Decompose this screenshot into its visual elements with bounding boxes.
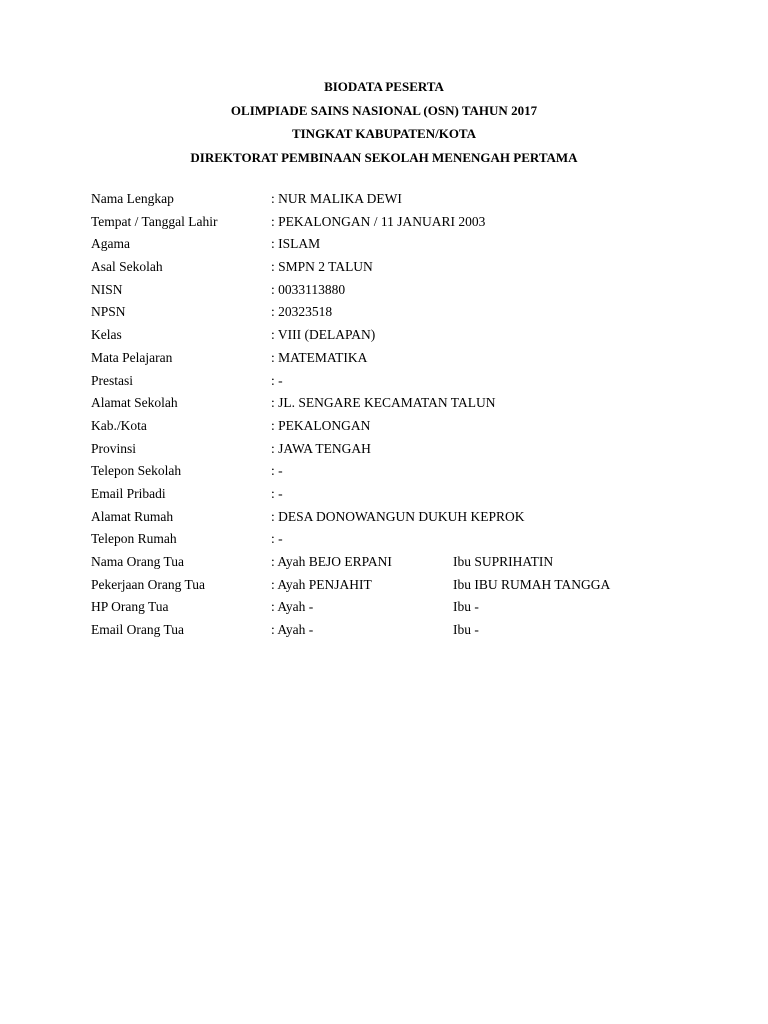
document-header — [0, 78, 768, 172]
field-row-mata-pelajaran — [0, 349, 768, 372]
field-label: Prestasi — [91, 372, 133, 388]
field-value-ayah: : Ayah - — [271, 622, 314, 638]
field-row-kab-kota — [0, 417, 768, 440]
biodata-fields — [0, 190, 768, 644]
field-label: HP Orang Tua — [91, 599, 169, 615]
field-value: : - — [271, 463, 283, 479]
field-value: : - — [271, 485, 283, 501]
field-label: Asal Sekolah — [91, 259, 163, 275]
field-value: : JL. SENGARE KECAMATAN TALUN — [271, 395, 496, 411]
field-row-kelas — [0, 326, 768, 349]
field-value: : ISLAM — [271, 236, 321, 252]
field-row-telepon-sekolah — [0, 462, 768, 485]
field-label: Email Orang Tua — [91, 622, 184, 638]
field-value: : DESA DONOWANGUN DUKUH KEPROK — [271, 508, 525, 524]
field-value-ibu: Ibu - — [453, 599, 479, 615]
field-label: Tempat / Tanggal Lahir — [91, 213, 218, 229]
field-label: Kab./Kota — [91, 417, 147, 433]
field-label: Telepon Sekolah — [91, 463, 182, 479]
field-value: : - — [271, 531, 283, 547]
field-label: Email Pribadi — [91, 485, 166, 501]
field-label: NISN — [91, 281, 123, 297]
field-label: Pekerjaan Orang Tua — [91, 576, 205, 592]
field-row-email-pribadi — [0, 485, 768, 508]
field-value: : 20323518 — [271, 304, 333, 320]
field-row-asal-sekolah — [0, 258, 768, 281]
field-row-provinsi — [0, 440, 768, 463]
field-row-email-orang-tua — [0, 621, 768, 644]
field-value-ayah: : Ayah - — [271, 599, 314, 615]
field-row-alamat-sekolah — [0, 394, 768, 417]
field-row-nama-lengkap — [0, 190, 768, 213]
field-value: : PEKALONGAN — [271, 417, 371, 433]
field-row-agama — [0, 235, 768, 258]
field-value-ayah: : Ayah BEJO ERPANI — [271, 554, 392, 569]
field-value-ibu: Ibu IBU RUMAH TANGGA — [453, 576, 611, 592]
header-level: TINGKAT KABUPATEN/KOTA — [291, 126, 477, 141]
field-label: Kelas — [91, 327, 122, 343]
field-row-nisn — [0, 281, 768, 304]
field-row-telepon-rumah — [0, 530, 768, 553]
field-value: : SMPN 2 TALUN — [271, 259, 373, 275]
field-row-prestasi — [0, 372, 768, 395]
field-label: Mata Pelajaran — [91, 349, 173, 365]
field-label: Nama Lengkap — [91, 191, 174, 206]
field-value-ibu: Ibu - — [453, 622, 479, 638]
field-row-npsn — [0, 303, 768, 326]
field-row-hp-orang-tua — [0, 598, 768, 621]
field-label: Alamat Rumah — [91, 508, 174, 524]
field-row-tempat-tanggal-lahir — [0, 213, 768, 236]
field-row-nama-orang-tua — [0, 553, 768, 576]
field-value-ayah: : Ayah PENJAHIT — [271, 576, 372, 592]
field-value: : JAWA TENGAH — [271, 440, 371, 456]
field-label: Telepon Rumah — [91, 531, 177, 547]
header-title: BIODATA PESERTA — [324, 79, 444, 94]
field-value: : PEKALONGAN / 11 JANUARI 2003 — [271, 213, 486, 229]
header-event: OLIMPIADE SAINS NASIONAL (OSN) TAHUN 2017 — [230, 102, 538, 118]
field-label: Nama Orang Tua — [91, 554, 184, 569]
field-row-alamat-rumah — [0, 508, 768, 531]
field-value: : VIII (DELAPAN) — [271, 327, 376, 343]
field-value: : MATEMATIKA — [271, 349, 368, 365]
field-label: Agama — [91, 236, 130, 252]
field-row-pekerjaan-orang-tua — [0, 576, 768, 599]
field-label: Alamat Sekolah — [91, 395, 178, 411]
header-directorate: DIREKTORAT PEMBINAAN SEKOLAH MENENGAH PERTAMA — [190, 149, 578, 165]
field-value: : NUR MALIKA DEWI — [271, 191, 402, 206]
field-value: : 0033113880 — [271, 281, 346, 297]
field-value: : - — [271, 372, 283, 388]
field-label: Provinsi — [91, 440, 137, 456]
field-value-ibu: Ibu SUPRIHATIN — [453, 554, 554, 569]
field-label: NPSN — [91, 304, 126, 320]
